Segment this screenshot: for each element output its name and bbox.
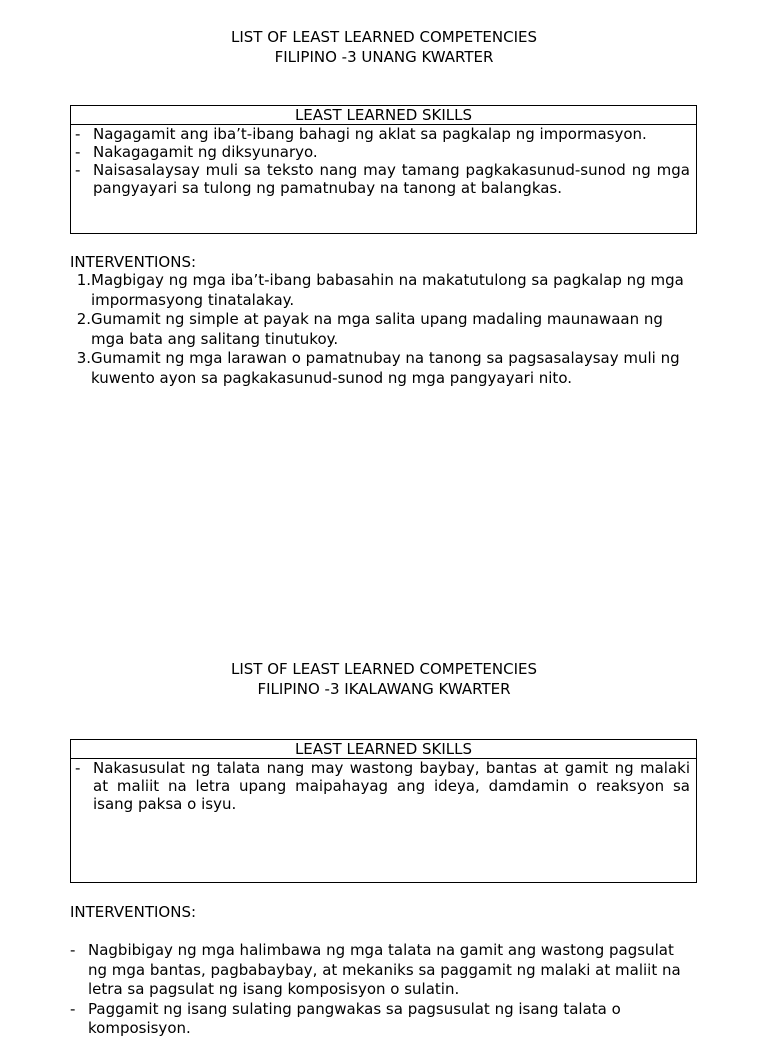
intervention-text: Gumamit ng mga larawan o pamatnubay na tanong sa pagsasalaysay muli ng kuwento ayon sa pagkakasunud-sunod ng mga pangyayari nito. xyxy=(91,349,680,387)
section1-title-line1: LIST OF LEAST LEARNED COMPETENCIES xyxy=(230,28,538,46)
dash-marker: - xyxy=(75,125,81,143)
intervention-item xyxy=(70,941,694,1000)
section2-interventions-label: INTERVENTIONS: xyxy=(70,903,197,921)
skill-item xyxy=(75,143,690,161)
dash-marker: - xyxy=(75,759,81,777)
intervention-text: Gumamit ng simple at payak na mga salita upang madaling maunawaan ng mga bata ang salitang tinutukoy. xyxy=(91,310,663,348)
dash-marker: - xyxy=(75,143,81,161)
list-number: 1. xyxy=(76,271,91,289)
section1-skills-table xyxy=(70,105,697,234)
intervention-text: Nagbibigay ng mga halimbawa ng mga talata na gamit ang wastong pagsulat ng mga bantas, pagbabaybay, at mekaniks sa paggamit ng malaki at maliit na letra sa pagsulat ng isang komposisyon o sulatin. xyxy=(88,941,681,998)
intervention-item xyxy=(70,271,692,310)
dash-marker: - xyxy=(75,161,81,179)
section1-skills-list xyxy=(71,125,696,197)
section2-table-header: LEAST LEARNED SKILLS xyxy=(71,740,696,759)
intervention-text: Magbigay ng mga iba’t-ibang babasahin na makatutulong sa pagkalap ng mga impormasyong tinatalakay. xyxy=(91,271,684,309)
section2-skills-table xyxy=(70,739,697,883)
dash-marker: - xyxy=(70,941,76,959)
skill-item xyxy=(75,125,690,143)
section1-title-line2: FILIPINO -3 UNANG KWARTER xyxy=(274,48,494,66)
intervention-item xyxy=(70,349,692,388)
section1-table-header: LEAST LEARNED SKILLS xyxy=(71,106,696,125)
skill-text: Nagagamit ang iba’t-ibang bahagi ng aklat sa pagkalap ng impormasyon. xyxy=(93,125,647,143)
section1-title xyxy=(0,27,768,67)
skill-item xyxy=(75,759,690,813)
skill-item xyxy=(75,161,690,197)
dash-marker: - xyxy=(70,999,76,1018)
list-number: 3. xyxy=(76,349,91,367)
section2-title-line1: LIST OF LEAST LEARNED COMPETENCIES xyxy=(230,660,538,678)
skill-text: Nakagagamit ng diksyunaryo. xyxy=(93,143,318,161)
skill-text: Naisasalaysay muli sa teksto nang may tamang pagkakasunud-sunod ng mga pangyayari sa tulong ng pamatnubay na tanong at balangkas. xyxy=(93,161,690,197)
section1-interventions-label: INTERVENTIONS: xyxy=(70,253,197,271)
skill-text: Nakasusulat ng talata nang may wastong baybay, bantas at gamit ng malaki at maliit na letra upang maipahayag ang ideya, damdamin o reaksyon sa isang paksa o isyu. xyxy=(93,759,690,813)
list-number: 2. xyxy=(76,310,91,328)
section2-skills-list xyxy=(71,759,696,813)
intervention-item xyxy=(70,310,692,349)
section2-title-line2: FILIPINO -3 IKALAWANG KWARTER xyxy=(257,680,511,698)
intervention-text: Paggamit ng isang sulating pangwakas sa pagsusulat ng isang talata o komposisyon. xyxy=(88,999,621,1037)
section1-interventions-list xyxy=(70,271,692,388)
intervention-item xyxy=(70,1000,694,1039)
section2-title xyxy=(0,659,768,699)
